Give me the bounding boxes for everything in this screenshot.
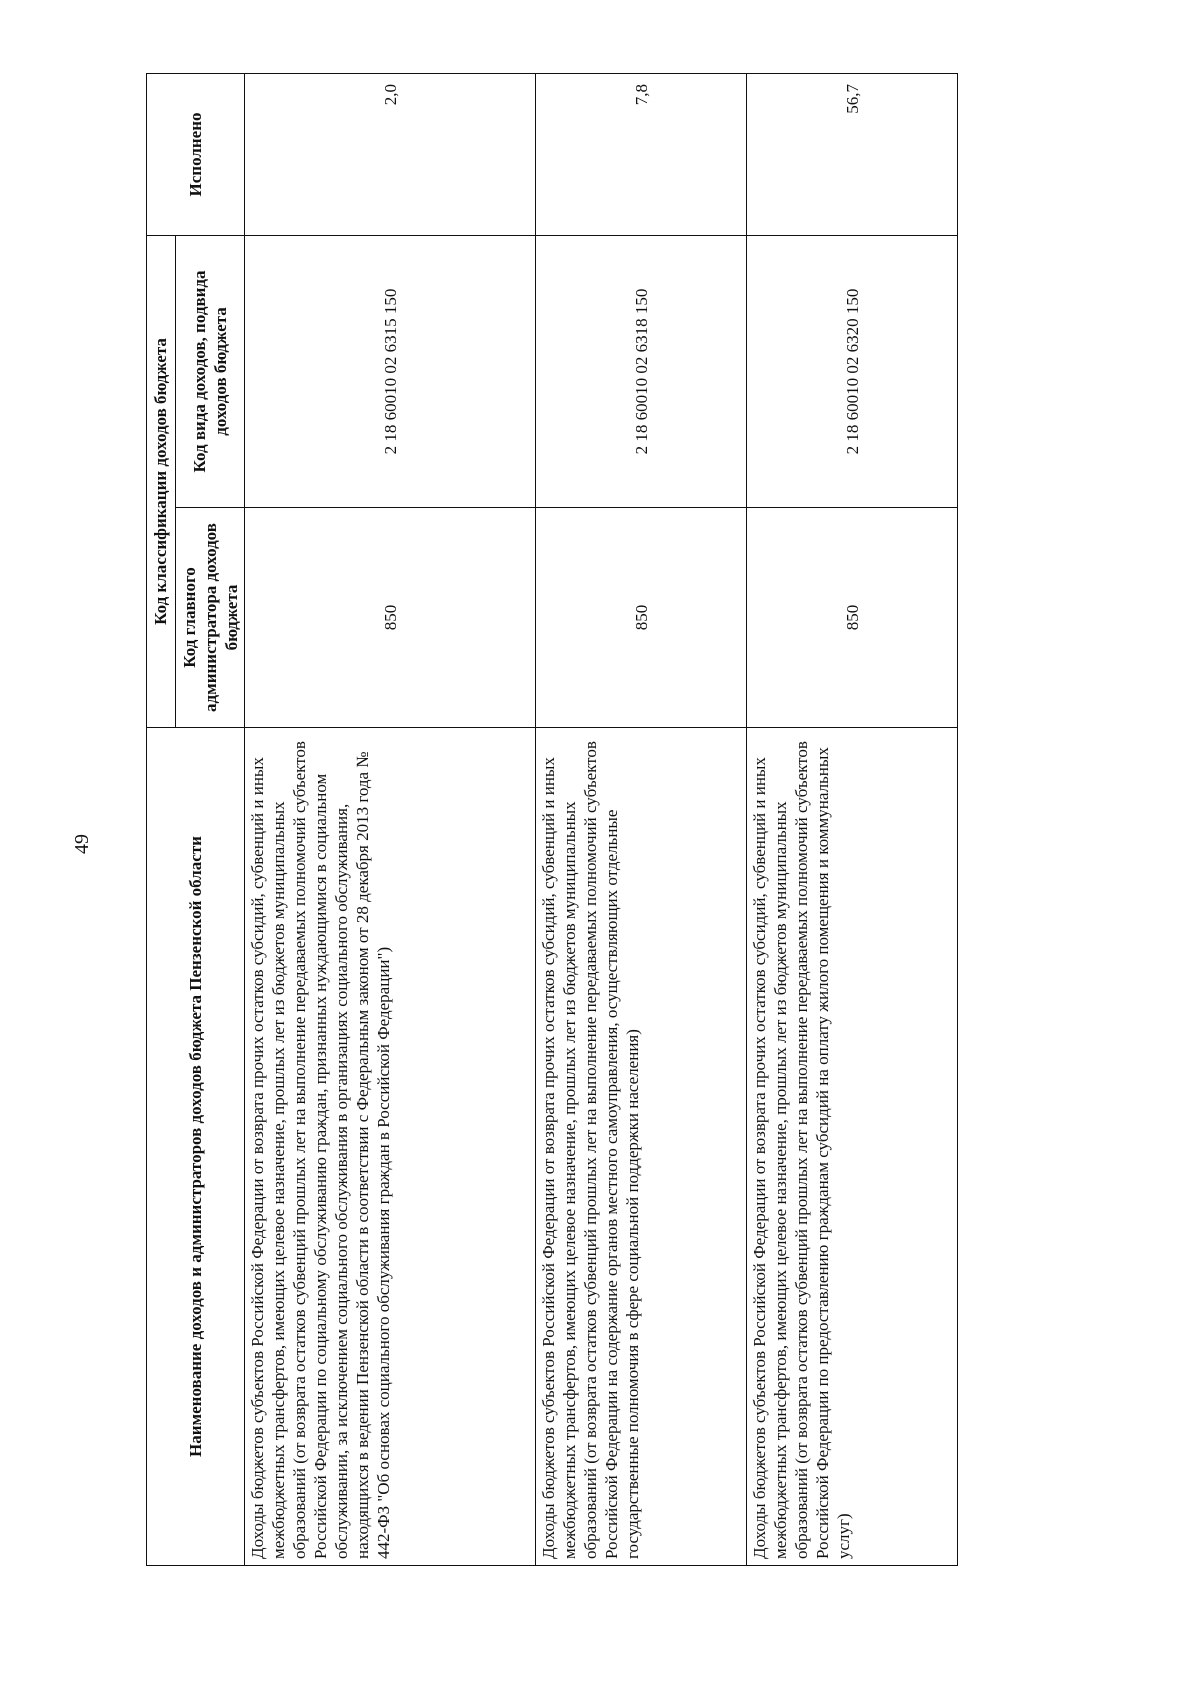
row-admin-code: 850 — [747, 508, 958, 728]
row-name: Доходы бюджетов субъектов Российской Федерации от возврата прочих остатков субсидий, субвенций и иных межбюджетных трансфертов, имеющих целевое назначение, прошлых лет из бюджетов муниципальных образований (от возврата остатков субвенций прошлых лет на выполнение передаваемых полномочий субъектов Российской Федерации по социальному обслуживанию граждан, признанных нуждающимися в социальном обслуживании, за исключением социального обслуживания в организациях социального обслуживания, находящихся в ведении Пензенской области в соответствии с Федеральным законом от 28 декабря 2013 года № 442-ФЗ "Об основах социального обслуживания граждан в Российской Федерации") — [245, 728, 536, 1566]
page-number: 49 — [71, 834, 93, 854]
row-admin-code: 850 — [245, 508, 536, 728]
header-executed: Исполнено — [147, 73, 245, 235]
table-row — [536, 73, 747, 1565]
row-executed: 2,0 — [245, 73, 536, 235]
row-executed: 56,7 — [747, 73, 958, 235]
row-kind-code: 2 18 60010 02 6320 150 — [747, 235, 958, 507]
row-admin-code: 850 — [536, 508, 747, 728]
header-kind-code: Код вида доходов, подвида доходов бюджета — [176, 235, 245, 507]
income-table — [146, 73, 958, 1566]
row-name: Доходы бюджетов субъектов Российской Федерации от возврата прочих остатков субсидий, субвенций и иных межбюджетных трансфертов, имеющих целевое назначение, прошлых лет из бюджетов муниципальных образований (от возврата остатков субвенций прошлых лет на выполнение передаваемых полномочий субъектов Российской Федерации по предоставлению гражданам субсидий на оплату жилого помещения и коммунальных услуг) — [747, 728, 958, 1566]
header-row — [147, 73, 176, 1565]
table-row — [245, 73, 536, 1565]
header-admin-code: Код главного администратора доходов бюджета — [176, 508, 245, 728]
header-classification-code: Код классификации доходов бюджета — [147, 235, 176, 727]
table-rotated-wrapper — [146, 74, 958, 1566]
table-row — [747, 73, 958, 1565]
row-name: Доходы бюджетов субъектов Российской Федерации от возврата прочих остатков субсидий, субвенций и иных межбюджетных трансфертов, имеющих целевое назначение, прошлых лет из бюджетов муниципальных образований (от возврата остатков субвенций прошлых лет на выполнение передаваемых полномочий субъектов Российской Федерации на содержание органов местного самоуправления, осуществляющих отдельные государственные полномочия в сфере социальной поддержки населения) — [536, 728, 747, 1566]
row-executed: 7,8 — [536, 73, 747, 235]
row-kind-code: 2 18 60010 02 6315 150 — [245, 235, 536, 507]
header-name: Наименование доходов и администраторов доходов бюджета Пензенской области — [147, 728, 245, 1566]
row-kind-code: 2 18 60010 02 6318 150 — [536, 235, 747, 507]
